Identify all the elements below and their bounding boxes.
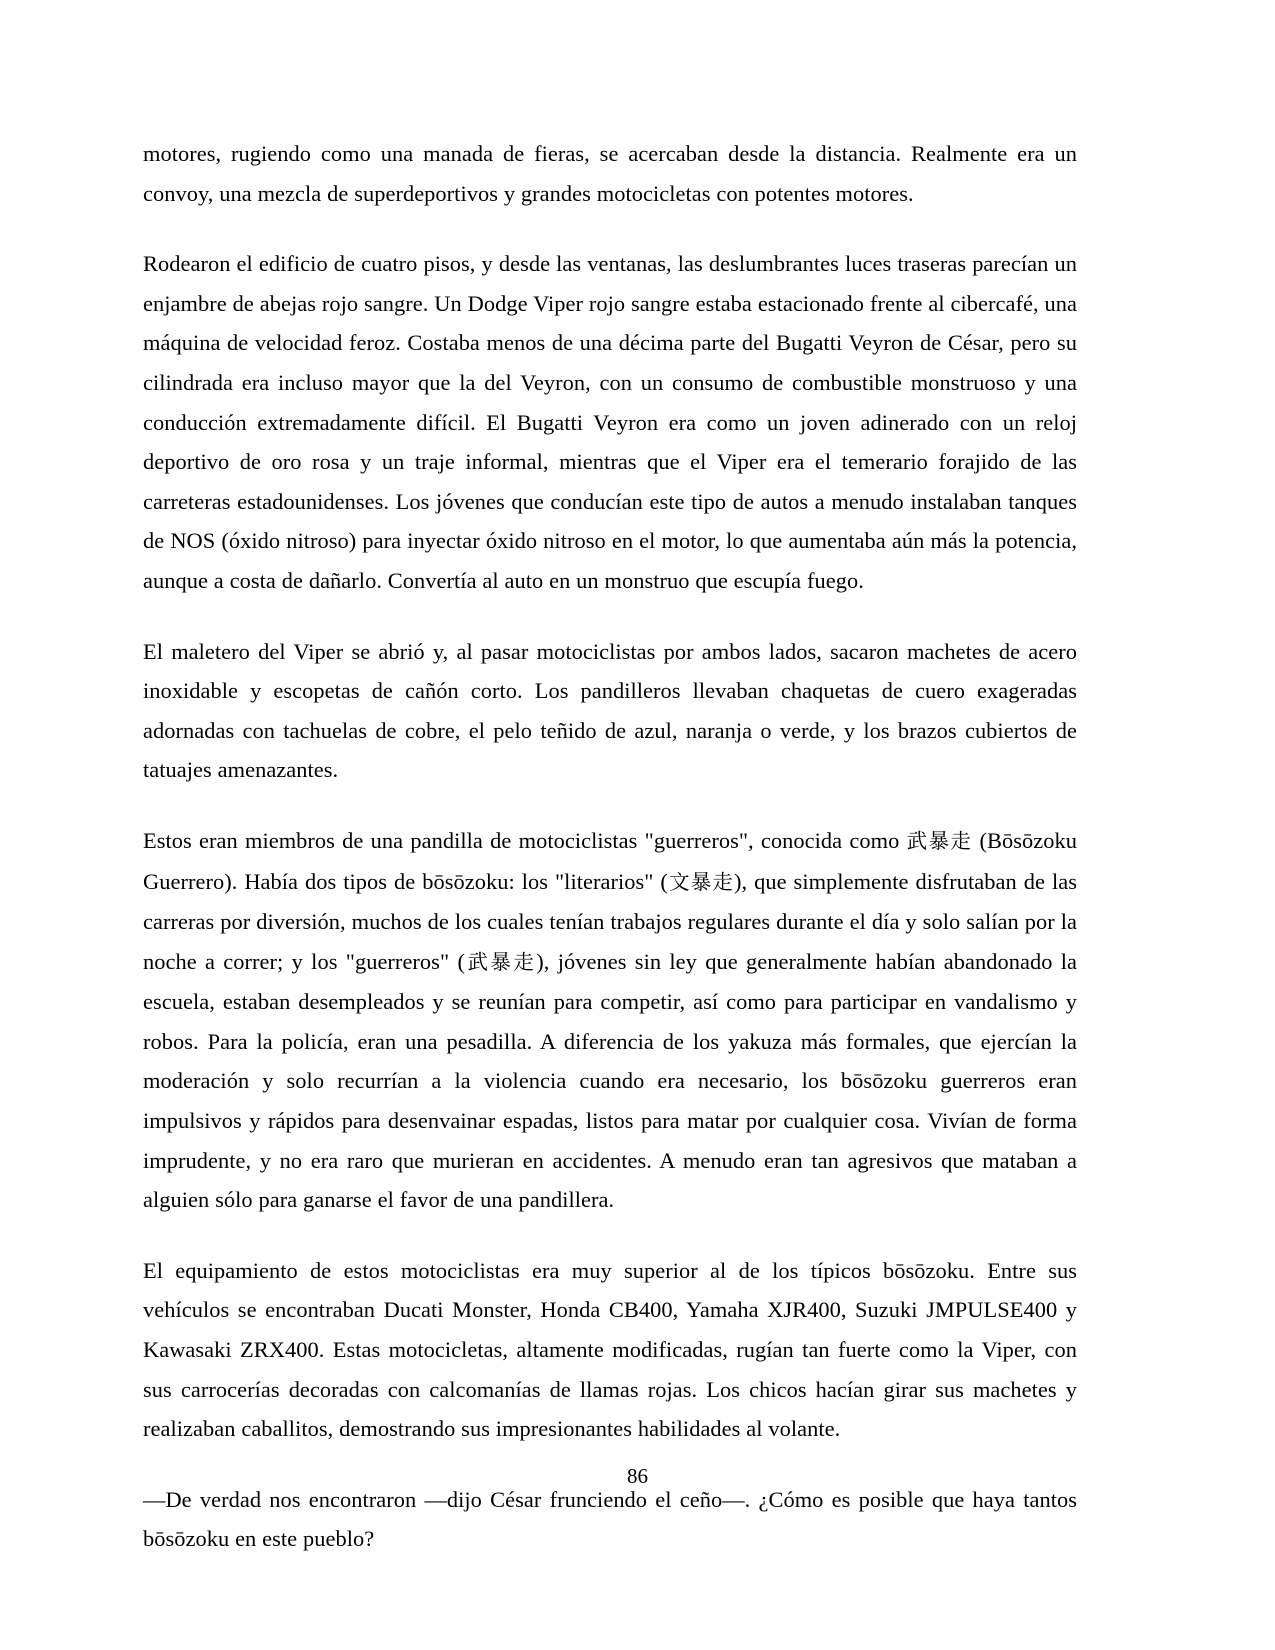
page-number: 86 [627,1464,648,1488]
paragraph-1: motores, rugiendo como una manada de fieras, se acercaban desde la distancia. Realmente era un convoy, una mezcla de superdeportivos y grandes motocicletas con potentes motores. [143,141,1077,206]
paragraph-5: El equipamiento de estos motociclistas era muy superior al de los típicos bōsōzoku. Entre sus vehículos se encontraban Ducati Monster, Honda CB400, Yamaha XJR400, Suzuki JMPULSE400 y Kawasaki ZRX400. Estas motocicletas, altamente modificadas, rugían tan fuerte como la Viper, con sus carrocerías decoradas con calcomanías de llamas rojas. Los chicos hacían girar sus machetes y realizaban caballitos, demostrando sus impresionantes habilidades al volante. [143,1257,1077,1442]
paragraph-2: Rodearon el edificio de cuatro pisos, y desde las ventanas, las deslumbrantes luces traseras parecían un enjambre de abejas rojo sangre. Un Dodge Viper rojo sangre estaba estacionado frente al cibercafé, una máquina de velocidad feroz. Costaba menos de una décima parte del Bugatti Veyron de César, pero su cilindrada era incluso mayor que la del Veyron, con un consumo de combustible monstruoso y una conducción extremadamente difícil. El Bugatti Veyron era como un joven adinerado con un reloj deportivo de oro rosa y un traje informal, mientras que el Viper era el temerario forajido de las carreteras estadounidenses. Los jóvenes que conducían este tipo de autos a menudo instalaban tanques de NOS (óxido nitroso) para inyectar óxido nitroso en el motor, lo que aumentaba aún más la potencia, aunque a costa de dañarlo. Convertía al auto en un monstruo que escupía fuego. [143,251,1077,593]
paragraph-6-dialogue: —De verdad nos encontraron —dijo César frunciendo el ceño—. ¿Cómo es posible que haya tantos bōsōzoku en este pueblo? [143,1486,1077,1552]
kanji-bu-bosozoku-2: 武暴走 [464,949,537,974]
paragraph-4-segment-text-4: ), jóvenes sin ley que generalmente habían abandonado la escuela, estaban desempleados y se reunían para competir, así como para participar en vandalismo y robos. Para la policía, eran una pesadilla. A diferencia de los yakuza más formales, que ejercían la moderación y solo recurrían a la violencia cuando era necesario, los bōsōzoku guerreros eran impulsivos y rápidos para desenvainar espadas, listos para matar por cualquier cosa. Vivían de forma imprudente, y no era raro que murieran en accidentes. A menudo eran tan agresivos que mataban a alguien sólo para ganarse el favor de una pandillera. [143,948,1078,1213]
paragraph-3: El maletero del Viper se abrió y, al pasar motociclistas por ambos lados, sacaron machetes de acero inoxidable y escopetas de cañón corto. Los pandilleros llevaban chaquetas de cuero exageradas adornadas con tachuelas de cobre, el pelo teñido de azul, naranja o verde, y los brazos cubiertos de tatuajes amenazantes. [143,638,1077,783]
paragraph-4-bosozoku [143,821,1077,1220]
paragraph-4-segment-text-1: Estos eran miembros de una pandilla de motociclistas "guerreros", conocida como [143,827,907,853]
body-text-column [143,134,1077,1559]
kanji-bu-bosozoku-1: 武暴走 [906,828,973,853]
kanji-bun-bosozoku: 文暴走 [667,869,734,894]
paragraph-4-segment-text-3: ), que simplemente disfrutaban de las carreras por diversión, muchos de los cuales tenían trabajos regulares durante el día y solo salían por la noche a correr; y los "guerreros" ( [143,868,1077,974]
paragraph-4-segment-text-2: (Bōsōzoku Guerrero). Había dos tipos de bōsōzoku: los "literarios" ( [143,827,1077,894]
